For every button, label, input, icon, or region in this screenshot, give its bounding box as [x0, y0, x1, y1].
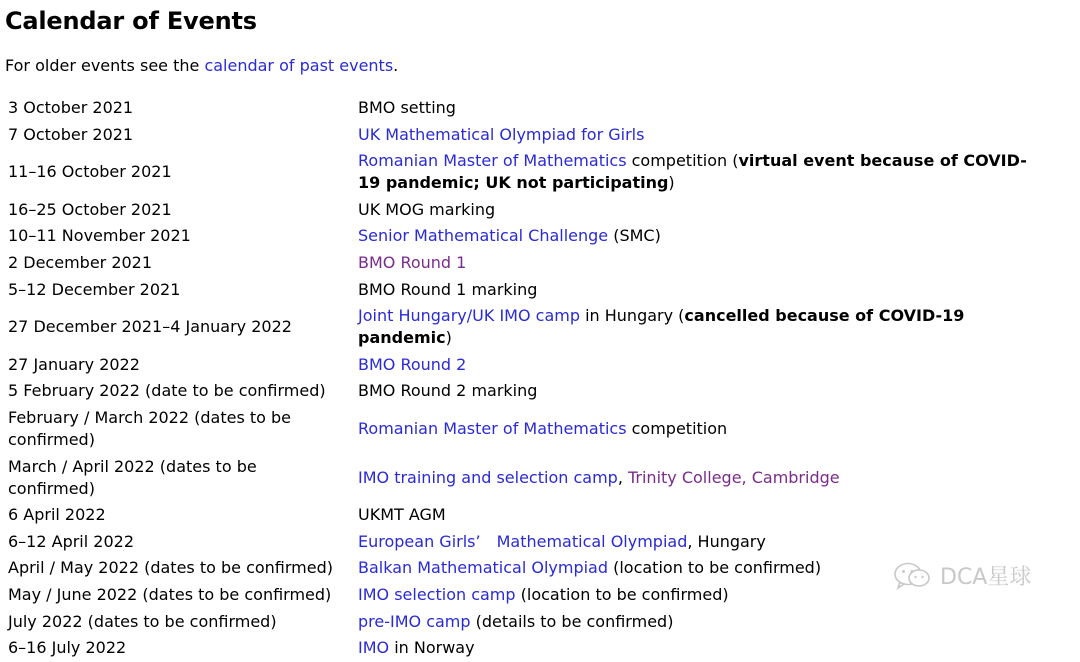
event-description: [353, 303, 1053, 352]
event-note: virtual event because of COVID-19 pandemic; UK not participating: [358, 151, 1027, 193]
event-date: 10–11 November 2021: [8, 226, 191, 246]
table-row: [3, 378, 1053, 405]
event-date: 27 January 2022: [8, 354, 140, 374]
event-date: May / June 2022 (dates to be confirmed): [8, 584, 332, 604]
event-text: in Hungary (: [580, 306, 685, 326]
table-row: [3, 250, 1053, 277]
table-row: [3, 635, 1053, 662]
event-link[interactable]: Joint Hungary/UK IMO camp: [358, 306, 580, 326]
table-row: [3, 197, 1053, 224]
table-row: [3, 352, 1053, 379]
event-date: 3 October 2021: [8, 98, 134, 117]
event-text: competition: [626, 418, 728, 438]
table-row: [3, 609, 1053, 636]
event-text: (location to be confirmed): [515, 584, 729, 604]
event-date: 11–16 October 2021: [8, 162, 172, 182]
table-row: [3, 122, 1053, 149]
event-date: 5 February 2022 (date to be confirmed): [8, 381, 326, 401]
event-description: [353, 609, 1053, 636]
intro-text: [5, 56, 398, 75]
table-row: [3, 529, 1053, 556]
event-text: ): [445, 328, 452, 348]
table-row: [3, 148, 1053, 197]
event-description: [353, 502, 1053, 529]
event-link[interactable]: BMO Round 2: [358, 354, 467, 374]
event-link[interactable]: UK Mathematical Olympiad for Girls: [358, 124, 645, 144]
event-text: UK MOG marking: [358, 199, 496, 219]
event-text: BMO Round 2 marking: [358, 381, 538, 401]
table-row: [3, 405, 1053, 454]
watermark-text: DCA星球: [940, 565, 1032, 590]
event-link[interactable]: Romanian Master of Mathematics: [358, 418, 627, 438]
event-text: (location to be confirmed): [608, 558, 822, 578]
event-text: ): [668, 173, 675, 193]
intro-prefix: For older events see the: [5, 56, 205, 75]
watermark: [892, 560, 1031, 591]
table-row: [3, 95, 1053, 122]
event-text: in Norway: [389, 638, 475, 658]
event-description: [353, 148, 1053, 197]
table-row: [3, 502, 1053, 529]
event-description: [353, 378, 1053, 405]
event-date: 16–25 October 2021: [8, 199, 172, 219]
event-link[interactable]: European Girls’ Mathematical Olympiad: [358, 531, 688, 551]
event-description: [353, 405, 1053, 454]
wechat-icon: [892, 561, 934, 591]
event-description: [353, 635, 1053, 662]
event-date: April / May 2022 (dates to be confirmed): [8, 558, 334, 578]
event-description: [353, 454, 1053, 503]
event-note: cancelled because of COVID-19 pandemic: [358, 306, 965, 348]
event-date: 27 December 2021–4 January 2022: [8, 317, 292, 337]
event-link[interactable]: IMO: [358, 638, 390, 658]
event-date: 2 December 2021: [8, 252, 153, 272]
event-text: ,: [617, 467, 628, 487]
table-row: [3, 454, 1053, 503]
event-text: , Hungary: [687, 531, 766, 551]
event-description: [353, 352, 1053, 379]
table-row: [3, 303, 1053, 352]
event-text: BMO Round 1 marking: [358, 279, 538, 299]
event-link[interactable]: Balkan Mathematical Olympiad: [358, 558, 609, 578]
event-link[interactable]: pre-IMO camp: [358, 611, 471, 631]
event-date: 6 April 2022: [8, 505, 106, 525]
event-link[interactable]: Senior Mathematical Challenge: [358, 226, 609, 246]
event-date: 6–16 July 2022: [8, 638, 127, 658]
table-row: [3, 277, 1053, 304]
event-date: 7 October 2021: [8, 124, 134, 144]
past-events-link[interactable]: calendar of past events: [204, 56, 394, 75]
event-text: (SMC): [608, 226, 661, 246]
event-description: [353, 250, 1053, 277]
table-row: [3, 223, 1053, 250]
event-date: February / March 2022 (dates to be confirmed): [8, 407, 292, 449]
event-link[interactable]: IMO selection camp: [358, 584, 516, 604]
event-description: [353, 95, 1053, 122]
event-text: BMO setting: [358, 98, 456, 117]
event-description: [353, 529, 1053, 556]
event-description: [353, 197, 1053, 224]
event-link[interactable]: BMO Round 1: [358, 252, 467, 272]
event-date: 6–12 April 2022: [8, 531, 134, 551]
event-text: (details to be confirmed): [470, 611, 674, 631]
intro-suffix: .: [393, 56, 399, 75]
event-text: competition (: [626, 151, 739, 171]
event-date: July 2022 (dates to be confirmed): [8, 611, 277, 631]
event-description: [353, 223, 1053, 250]
event-description: [353, 122, 1053, 149]
event-description: [353, 277, 1053, 304]
page-title: Calendar of Events: [5, 7, 257, 35]
event-date: March / April 2022 (dates to be confirmed): [8, 456, 257, 498]
event-date: 5–12 December 2021: [8, 279, 181, 299]
event-text: UKMT AGM: [358, 505, 446, 525]
event-link[interactable]: Romanian Master of Mathematics: [358, 151, 627, 171]
event-link[interactable]: Trinity College, Cambridge: [627, 467, 840, 487]
event-link[interactable]: IMO training and selection camp: [358, 467, 618, 487]
